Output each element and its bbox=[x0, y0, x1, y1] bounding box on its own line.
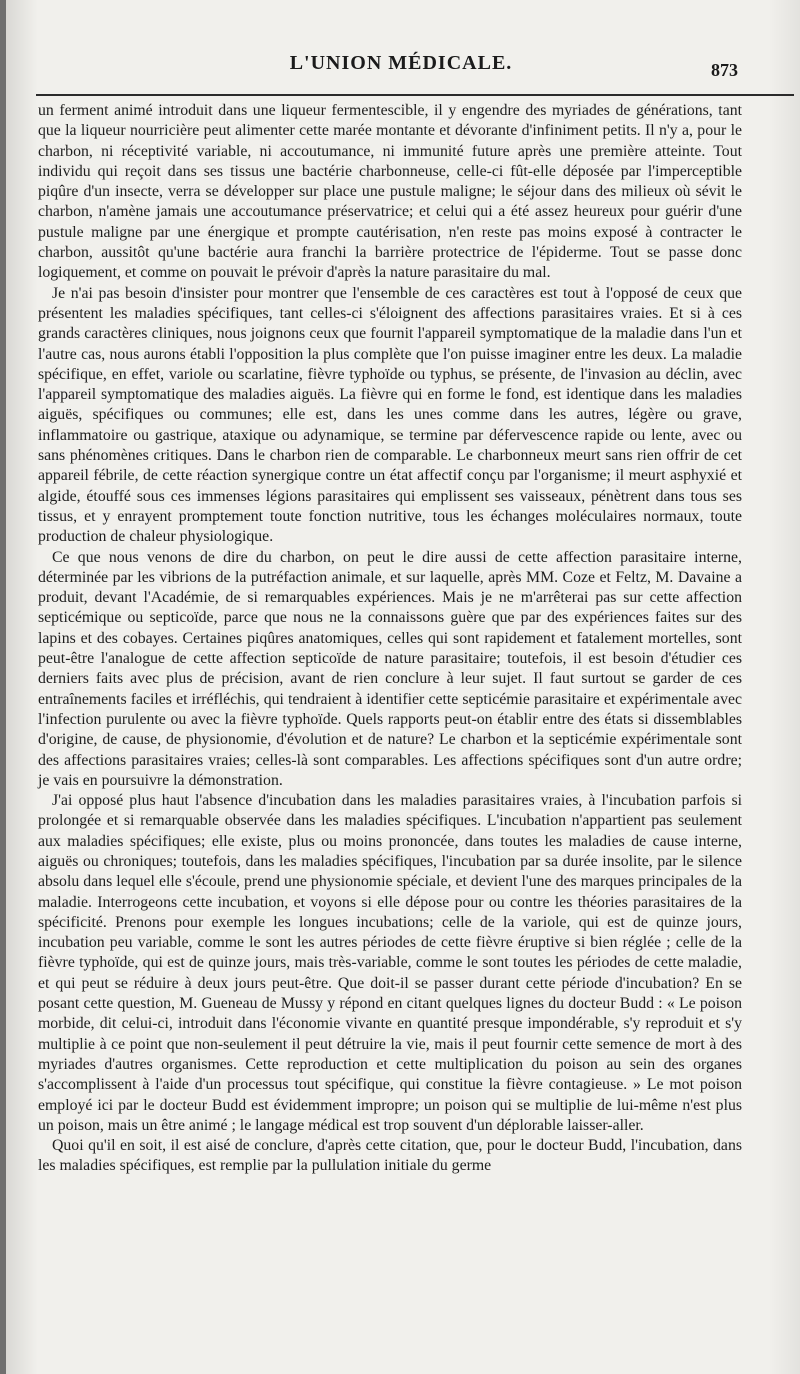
paragraph: Je n'ai pas besoin d'insister pour montrer que l'ensemble de ces caractères est tout à l'opposé de ceux que présentent les maladies spécifiques, tant celles-ci s'éloignent des affections parasitaires vraies. Et si à ces grands caractères cliniques, nous joignons ceux que fournit l'appareil symptomatique de la maladie dans l'un et l'autre cas, nous aurons établi l'opposition la plus complète que l'on puisse imaginer entre les deux. La maladie spécifique, en effet, variole ou scarlatine, fièvre typhoïde ou typhus, se présente, de l'invasion au déclin, avec l'appareil symptomatique des maladies aiguës. La fièvre qui en forme le fond, est identique dans les maladies aiguës, spécifiques ou communes; elle est, dans les unes comme dans les autres, légère ou grave, inflammatoire ou gastrique, ataxique ou adynamique, se termine par défervescence rapide ou lente, avec ou sans phénomènes critiques. Dans le charbon rien de comparable. Le charbonneux meurt sans rien offrir de cet appareil fébrile, de cette réaction synergique contre un état affectif conçu par l'organisme; il meurt asphyxié et algide, étouffé sous ces immenses légions parasitaires qui emplissent ses vaisseaux, pénètrent dans tous ses tissus, et y enrayent promptement toute fonction nutritive, tous les échanges moléculaires normaux, toute production de chaleur physiologique. bbox=[38, 284, 742, 546]
paragraph: Ce que nous venons de dire du charbon, on peut le dire aussi de cette affection parasitaire interne, déterminée par les vibrions de la putréfaction animale, et sur laquelle, après MM. Coze et Feltz, M. Davaine a produit, devant l'Académie, de si remarquables expériences. Mais je ne m'arrêterai pas sur cette affection septicémique ou septicoïde, parce que nous ne la connaissons guère que par des expériences faites sur des lapins et des cobayes. Certaines piqûres anatomiques, celles qui sont rapidement et fatalement mortelles, sont peut-être l'analogue de cette affection septicoïde de nature parasitaire; toutefois, il est besoin d'étudier ces derniers faits avec plus de précision, avant de rien conclure à leur sujet. Il faut surtout se garder de ces entraînements faciles et irréfléchis, qui tendraient à identifier cette septicémie parasitaire et expérimentale avec l'infection purulente ou avec la fièvre typhoïde. Quels rapports peut-on établir entre des états si dissemblables d'origine, de cause, de physionomie, d'évolution et de nature? Le charbon et la septicémie expérimentale sont des affections parasitaires vraies; celles-là sont comparables. Les affections spécifiques sont d'un autre ordre; je vais en poursuivre la démonstration. bbox=[38, 548, 742, 789]
paragraph: Quoi qu'il en soit, il est aisé de conclure, d'après cette citation, que, pour le docteur Budd, l'incubation, dans les maladies spécifiques, est remplie par la pullulation initiale du germe bbox=[38, 1137, 742, 1175]
article-body bbox=[38, 101, 742, 1177]
paragraph: un ferment animé introduit dans une liqueur fermentescible, il y engendre des myriades de générations, tant que la liqueur nourricière peut alimenter cette marée montante et dévorante d'infiniment petits. Il n'y a, pour le charbon, ni réceptivité variable, ni accoutumance, ni immunité future après une première atteinte. Tout individu qui reçoit dans ses tissus une bactérie charbonneuse, celle-ci fût-elle déposée par l'imperceptible piqûre d'un insecte, verra se développer sur place une pustule maligne; le séjour dans des milieux où sévit le charbon, n'amène jamais une accoutumance préservatrice; et celui qui a été assez heureux pour guérir d'une pustule maligne par une énergique et prompte cautérisation, n'en reste pas moins exposé à contracter le charbon, aussitôt qu'une bactérie aura franchi la barrière protectrice de l'épiderme. Tout se passe donc logiquement, et comme on pouvait le prévoir d'après la nature parasitaire du mal. bbox=[38, 102, 742, 282]
page-header bbox=[6, 52, 800, 88]
header-rule bbox=[36, 94, 794, 96]
running-title: L'UNION MÉDICALE. bbox=[289, 52, 513, 74]
page-number: 873 bbox=[711, 60, 738, 80]
document-page bbox=[6, 0, 800, 1374]
paragraph: J'ai opposé plus haut l'absence d'incubation dans les maladies parasitaires vraies, à l'incubation parfois si prolongée et si remarquable observée dans les maladies spécifiques. L'incubation n'appartient pas seulement aux maladies spécifiques; elle existe, plus ou moins prononcée, dans toutes les maladies de cause interne, aiguës ou chroniques; toutefois, dans les maladies spécifiques, l'incubation par sa durée insolite, par le silence absolu dans lequel elle s'écoule, prend une physionomie spéciale, et devient l'une des marques principales de la maladie. Interrogeons cette incubation, et voyons si elle dépose pour ou contre les théories parasitaires de la spécificité. Prenons pour exemple les longues incubations; celle de la variole, qui est de quinze jours, incubation peu variable, comme le sont les autres périodes de cette fièvre éruptive si bien réglée ; celle de la fièvre typhoïde, qui est de quinze jours, mais très-variable, comme le sont toutes les périodes de cette maladie, et qui peut se réduire à deux jours peut-être. Que doit-il se passer durant cette période d'incubation? En se posant cette question, M. Gueneau de Mussy y répond en citant quelques lignes du docteur Budd : « Le poison morbide, dit celui-ci, introduit dans l'économie vivante en quantité presque impondérable, s'y reproduit et s'y multiplie à ce point que non-seulement il peut détruire la vie, mais il peut fournir cette semence de mort à des myriades d'autres organismes. Cette reproduction et cette multiplication du poison au sein des organes s'accomplissent à l'aide d'un processus tout spécifique, qui constitue la fièvre contagieuse. » Le mot poison employé ici par le docteur Budd est évidemment impropre; un poison qui se multiplie de lui-même n'est plus un poison, mais un être animé ; le langage médical est trop souvent d'un déplorable laisser-aller. bbox=[38, 792, 742, 1134]
